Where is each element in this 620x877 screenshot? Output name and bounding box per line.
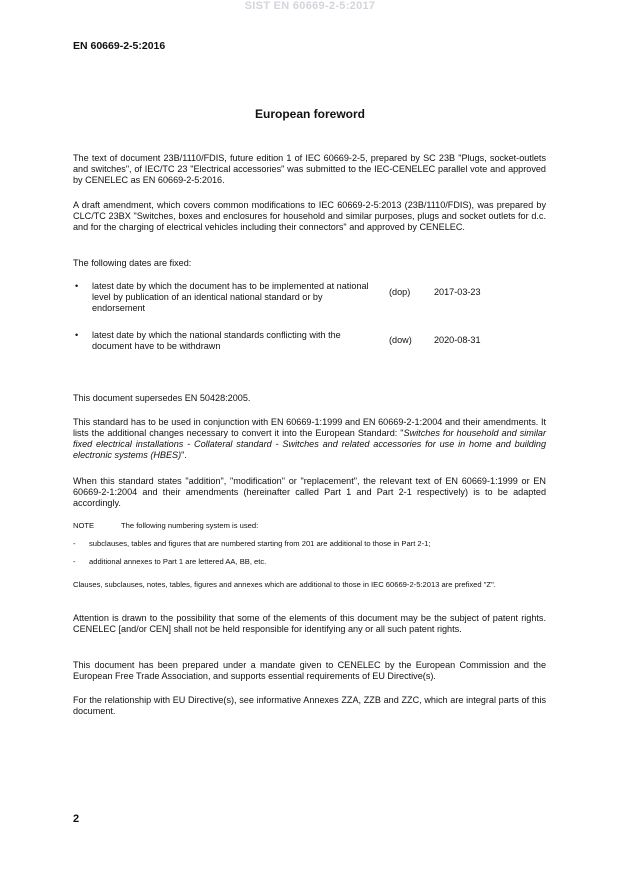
paragraph-9: This document has been prepared under a mandate given to CENELEC by the European Commission and the European Free Trade Association, and supports essential requirements of EU Directive(s).: [73, 660, 546, 681]
date-item-code: (dow): [389, 335, 412, 345]
note: [73, 521, 546, 531]
date-item-code: (dop): [389, 287, 411, 297]
paragraph-5-start: This standard has to be used in conjunction with EN 60669-1:1999 and EN 60669-2-1:2004 and their amendments. It lists the additional changes necessary to convert it into the European Standard: ": [73, 417, 546, 438]
paragraph-8: Attention is drawn to the possibility that some of the elements of this document may be the subject of patent rights. CENELEC [and/or CEN] shall not be held responsible for identifying any or all such patent rights.: [73, 613, 546, 634]
bullet-icon: •: [75, 281, 79, 291]
paragraph-10: For the relationship with EU Directive(s), see informative Annexes ZZA, ZZB and ZZC, which are integral parts of this document.: [73, 695, 546, 716]
note-item-text: subclauses, tables and figures that are numbered starting from 201 are additional to those in Part 2-1;: [89, 539, 431, 548]
paragraph-4: This document supersedes EN 50428:2005.: [73, 393, 251, 403]
note-label: NOTE: [73, 521, 95, 530]
paragraph-3: The following dates are fixed:: [73, 258, 192, 268]
paragraph-1: The text of document 23B/1110/FDIS, future edition 1 of IEC 60669-2-5, prepared by SC 23B "Plugs, socket-outlets and switches", of IEC/TC 23 "Electrical accessories" was submitted to the IEC-CENELEC parallel vote and approved by CENELEC as EN 60669-2-5:2016.: [73, 153, 546, 185]
paragraph-5-end: ".: [181, 450, 187, 460]
note-text: The following numbering system is used:: [121, 521, 259, 530]
dash-marker: -: [73, 539, 76, 548]
page-title: European foreword: [254, 107, 365, 121]
paragraph-6: When this standard states "addition", "modification" or "replacement", the relevant text of EN 60669-1:1999 or EN 60669-2-1:2004 and their amendments (hereinafter called Part 1 and Part 2-1 respectively) is to be adapted accordingly.: [73, 476, 546, 508]
document-id: EN 60669-2-5:2016: [73, 40, 166, 52]
watermark: SIST EN 60669-2-5:2017: [244, 0, 376, 12]
date-item-date: 2017-03-23: [434, 287, 481, 297]
dash-marker: -: [73, 557, 76, 566]
date-item-description: latest date by which the document has to be implemented at national level by publication of an identical national standard or by endorsement: [92, 281, 369, 313]
date-item-date: 2020-08-31: [434, 335, 481, 345]
page-number: 2: [73, 813, 80, 825]
paragraph-5-title: Switches for household and similar fixed electrical installations - Collateral standard - Switches and related accessories for use in home and building electronic systems (HBES): [73, 428, 546, 460]
paragraph-5: [73, 417, 546, 461]
paragraph-7: Clauses, subclauses, notes, tables, figures and annexes which are additional to those in IEC 60669-2-5:2013 are prefixed "Z".: [73, 580, 496, 589]
date-item-description: latest date by which the national standards conflicting with the document have to be withdrawn: [92, 330, 341, 351]
paragraph-2: A draft amendment, which covers common modifications to IEC 60669-2-5:2013 (23B/1110/FDIS), was prepared by CLC/TC 23BX "Switches, boxes and enclosures for household and similar purposes, plugs and socket outlets for d.c. and for the charging of electrical vehicles including their connectors" and approved by CENELEC.: [73, 200, 546, 232]
bullet-icon: •: [75, 330, 79, 340]
note-item-text: additional annexes to Part 1 are lettered AA, BB, etc.: [89, 557, 267, 566]
